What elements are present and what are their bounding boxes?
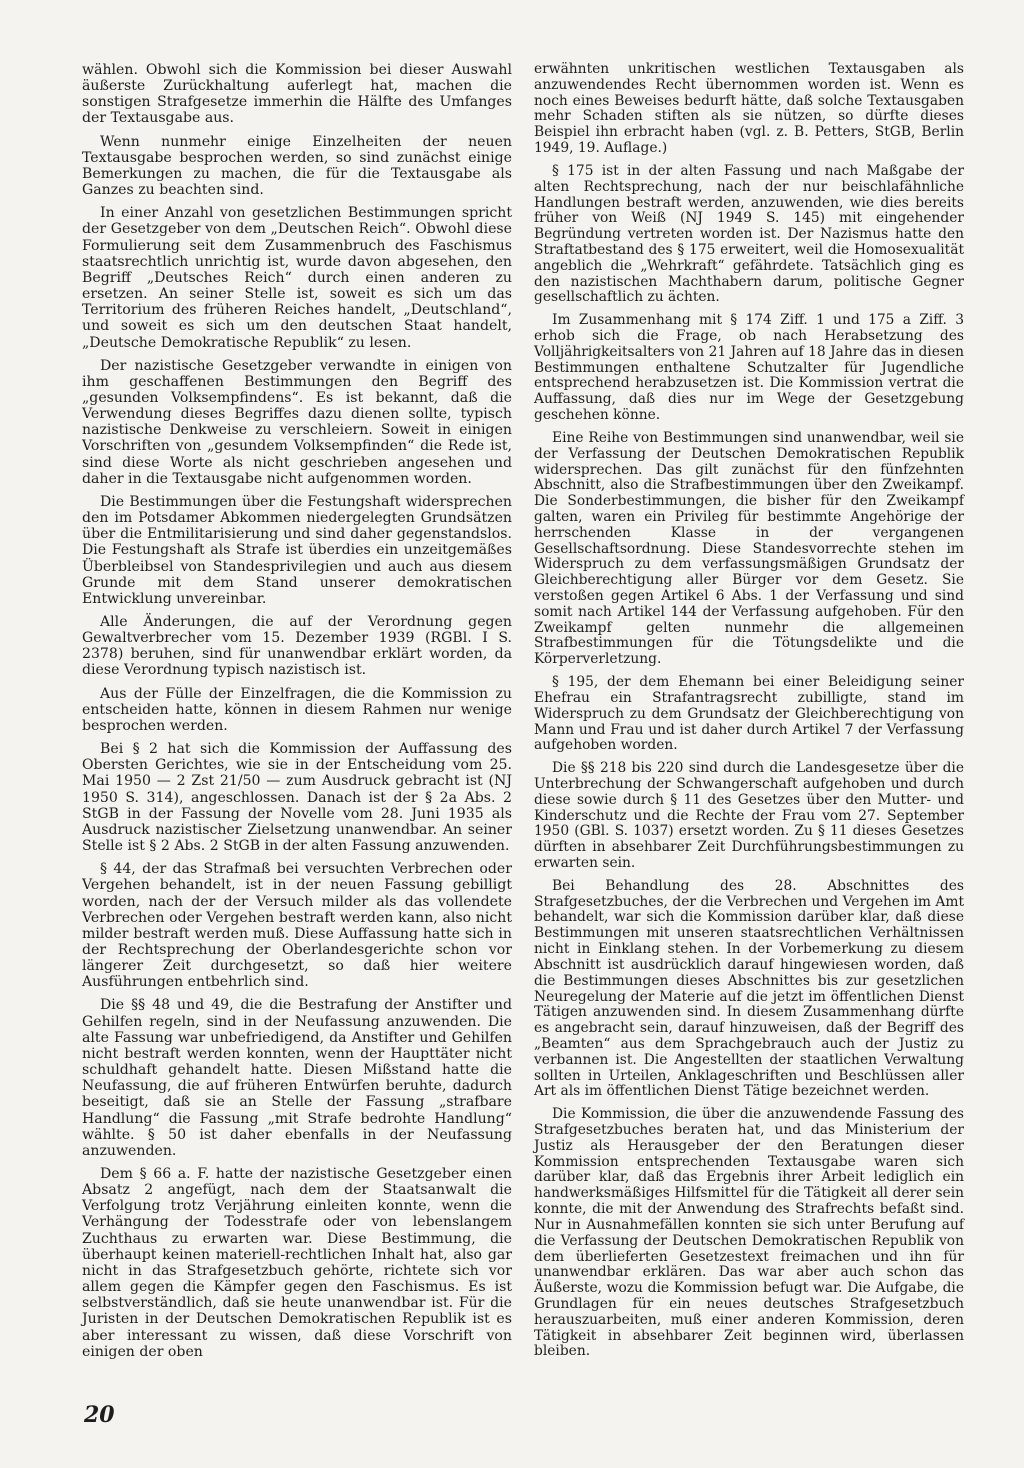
paragraph: Bei § 2 hat sich die Kommission der Auffassung des Obersten Gerichtes, wie sie in der Entscheidung vom 25. Mai 1950 — 2 Zst 21/50 — zum Ausdruck gebracht ist (NJ 1950 S. 314), angeschlossen. Danach ist der § 2a Abs. 2 StGB in der Fassung der Novelle vom 28. Juni 1935 als Ausdruck nazistischer Zielsetzung unanwendbar. An seiner Stelle ist § 2 Abs. 2 StGB in der alten Fassung anzuwenden.	[82, 741, 512, 855]
paragraph: § 44, der das Strafmaß bei versuchten Verbrechen oder Vergehen behandelt, ist in der neuen Fassung gebilligt worden, nach der der Versuch milder als das vollendete Verbrechen oder Vergehen bestraft werden kann, also nicht milder bestraft werden muß. Diese Auffassung hatte sich in der Rechtsprechung der Oberlandesgerichte schon vor längerer Zeit durchgesetzt, so daß hier weitere Ausführungen entbehrlich sind.	[82, 861, 512, 991]
paragraph: Die Kommission, die über die anzuwendende Fassung des Strafgesetzbuches beraten hat, und das Ministerium der Justiz als Herausgeber der den Beratungen dieser Kommission entsprechenden Textausgabe waren sich darüber klar, daß das Ergebnis ihrer Arbeit lediglich ein handwerksmäßiges Hilfsmittel für die Tätigkeit all derer sein konnte, die mit der Anwendung des Strafrechts befaßt sind. Nur in Ausnahmefällen konnten sie sich unter Berufung auf die Verfassung der Deutschen Demokratischen Republik von dem überlieferten Gesetzestext freimachen und ihn für unanwendbar erklären. Das war aber auch schon das Äußerste, wozu die Kommission befugt war. Die Aufgabe, die Grundlagen für ein neues deutsches Strafgesetzbuch herauszuarbeiten, muß einer anderen Kommission, deren Tätigkeit in absehbarer Zeit beginnen wird, überlassen bleiben.	[534, 1106, 964, 1360]
paragraph: Aus der Fülle der Einzelfragen, die die Kommission zu entscheiden hatte, können in diesem Rahmen nur wenige besprochen werden.	[82, 685, 512, 734]
paragraph: Die Bestimmungen über die Festungshaft widersprechen den im Potsdamer Abkommen niedergelegten Grundsätzen über die Entmilitarisierung und sind daher gegenstandslos. Die Festungshaft als Strafe ist überdies ein unzeitgemäßes Überbleibsel von Standesprivilegien und auch aus diesem Grunde mit dem Stand unserer demokratischen Entwicklung unvereinbar.	[82, 493, 512, 607]
paragraph: Im Zusammenhang mit § 174 Ziff. 1 und 175 a Ziff. 3 erhob sich die Frage, ob nach Herabsetzung des Volljährigkeitsalters von 21 Jahren auf 18 Jahre das in diesen Bestimmungen enthaltene Schutzalter für Jugendliche entsprechend herabzusetzen ist. Die Kommission vertrat die Auffassung, daß dies nur im Wege der Gesetzgebung geschehen könne.	[534, 312, 964, 424]
paragraph: Dem § 66 a. F. hatte der nazistische Gesetzgeber einen Absatz 2 angefügt, nach dem der Staatsanwalt die Verfolgung trotz Verjährung einleiten konnte, wenn die Verhängung der Todesstrafe oder von lebenslangem Zuchthaus zu erwarten war. Diese Bestimmung, die überhaupt keinen materiell-rechtlichen Inhalt hat, also gar nicht in das Strafgesetzbuch gehörte, richtete sich vor allem gegen die Kämpfer gegen den Faschismus. Es ist selbstverständlich, daß sie heute unanwendbar ist. Für die Juristen in der Deutschen Demokratischen Republik ist es aber interessant zu wissen, daß diese Vorschrift von einigen der oben	[82, 1166, 512, 1360]
left-text-column	[82, 62, 512, 1367]
paragraph: In einer Anzahl von gesetzlichen Bestimmungen spricht der Gesetzgeber von dem „Deutschen Reich“. Obwohl diese Formulierung seit dem Zusammenbruch des Faschismus staatsrechtlich unrichtig ist, wurde davon abgesehen, den Begriff „Deutsches Reich“ durch einen anderen zu ersetzen. An seiner Stelle ist, soweit es sich um das Territorium des früheren Reiches handelt, „Deutschland“, und soweit es sich um den deutschen Staat handelt, „Deutsche Demokratische Republik“ zu lesen.	[82, 205, 512, 351]
right-text-column	[534, 62, 964, 1367]
paragraph: Wenn nunmehr einige Einzelheiten der neuen Textausgabe besprochen werden, so sind zunächst einige Bemerkungen zu machen, die für die Textausgabe als Ganzes zu beachten sind.	[82, 133, 512, 199]
paragraph: wählen. Obwohl sich die Kommission bei dieser Auswahl äußerste Zurückhaltung auferlegt hat, machen die sonstigen Strafgesetze immerhin die Hälfte des Umfanges der Textausgabe aus.	[82, 62, 512, 127]
paragraph: Der nazistische Gesetzgeber verwandte in einigen von ihm geschaffenen Bestimmungen den Begriff des „gesunden Volksempfindens“. Es ist bekannt, daß die Verwendung dieses Begriffes dazu dienen sollte, typisch nazistische Denkweise zu verschleiern. Soweit in einigen Vorschriften von „gesundem Volksempfinden“ die Rede ist, sind diese Worte als nicht geschrieben angesehen und daher in die Textausgabe nicht aufgenommen worden.	[82, 357, 512, 487]
paragraph: Eine Reihe von Bestimmungen sind unanwendbar, weil sie der Verfassung der Deutschen Demokratischen Republik widersprechen. Das gilt zunächst für den fünfzehnten Abschnitt, also die Strafbestimmungen über den Zweikampf. Die Sonderbestimmungen, die bisher für den Zweikampf galten, waren ein Privileg für bestimmte Angehörige der herrschenden Klasse in der vergangenen Gesellschaftsordnung. Diese Standesvorrechte stehen im Widerspruch zu dem verfassungsmäßigen Grundsatz der Gleichberechtigung aller Bürger vor dem Gesetz. Sie verstoßen gegen Artikel 6 Abs. 1 der Verfassung und sind somit nach Artikel 144 der Verfassung aufgehoben. Für den Zweikampf gelten nunmehr die allgemeinen Strafbestimmungen für die Tötungsdelikte und die Körperverletzung.	[534, 429, 964, 668]
paragraph: Bei Behandlung des 28. Abschnittes des Strafgesetzbuches, der die Verbrechen und Vergehen im Amt behandelt, war sich die Kommission darüber klar, daß diese Bestimmungen mit unseren staatsrechtlichen Verhältnissen nicht in Einklang stehen. In der Vorbemerkung zu diesem Abschnitt ist ausdrücklich darauf hingewiesen worden, daß die Bestimmungen dieses Abschnittes bis zur gesetzlichen Neuregelung der Materie auf die jetzt im öffentlichen Dienst Tätigen anzuwenden sind. In diesem Zusammenhang dürfte es angebracht sein, darauf hinzuweisen, daß der Begriff des „Beamten“ aus dem Sprachgebrauch auch der Justiz zu verbannen ist. Die Angestellten der staatlichen Verwaltung sollten in Urteilen, Anklageschriften und Beschlüssen aller Art als im öffentlichen Dienst Tätige bezeichnet werden.	[534, 877, 964, 1100]
paragraph: Alle Änderungen, die auf der Verordnung gegen Gewaltverbrecher vom 15. Dezember 1939 (RGBl. I S. 2378) beruhen, sind für unanwendbar erklärt worden, da diese Verordnung typisch nazistisch ist.	[82, 614, 512, 679]
paragraph: Die §§ 48 und 49, die die Bestrafung der Anstifter und Gehilfen regeln, sind in der Neufassung anzuwenden. Die alte Fassung war unbefriedigend, da Anstifter und Gehilfen nicht bestraft werden konnten, wenn der Haupttäter nicht schuldhaft gehandelt hatte. Diesen Mißstand hatte die Neufassung, die auf früheren Entwürfen beruhte, dadurch beseitigt, daß sie an Stelle der Fassung „strafbare Handlung“ die Fassung „mit Strafe bedrohte Handlung“ wählte. § 50 ist daher ebenfalls in der Neufassung anzuwenden.	[82, 997, 512, 1159]
paragraph: erwähnten unkritischen westlichen Textausgaben als anzuwendendes Recht übernommen worden ist. Wenn es noch eines Beweises bedurft hätte, daß solche Textausgaben mehr Schaden stiften als sie nützen, so dürfte dieses Beispiel ihn erbracht haben (vgl. z. B. Petters, StGB, Berlin 1949, 19. Auflage.)	[534, 61, 964, 157]
paragraph: § 175 ist in der alten Fassung und nach Maßgabe der alten Rechtsprechung, nach der nur beischlafähnliche Handlungen bestraft werden, anzuwenden, wie dies bereits früher von Weiß (NJ 1949 S. 145) mit eingehender Begründung vertreten worden ist. Der Nazismus hatte den Straftatbestand des § 175 erweitert, weil die Homosexualität angeblich die „Wehrkraft“ gefährdete. Tatsächlich ging es den nazistischen Machthabern darum, politische Gegner gesellschaftlich zu ächten.	[534, 162, 964, 306]
paragraph: § 195, der dem Ehemann bei einer Beleidigung seiner Ehefrau ein Strafantragsrecht zubilligte, stand im Widerspruch zu dem Grundsatz der Gleichberechtigung von Mann und Frau und ist daher durch Artikel 7 der Verfassung aufgehoben worden.	[534, 674, 964, 754]
page-number: 20	[84, 1402, 115, 1428]
paragraph: Die §§ 218 bis 220 sind durch die Landesgesetze über die Unterbrechung der Schwangerschaft aufgehoben und durch diese sowie durch § 11 des Gesetzes über den Mutter- und Kinderschutz und die Rechte der Frau vom 27. September 1950 (GBl. S. 1037) ersetzt worden. Zu § 11 dieses Gesetzes dürften in absehbarer Zeit Durchführungsbestimmungen zu erwarten sein.	[534, 760, 964, 871]
